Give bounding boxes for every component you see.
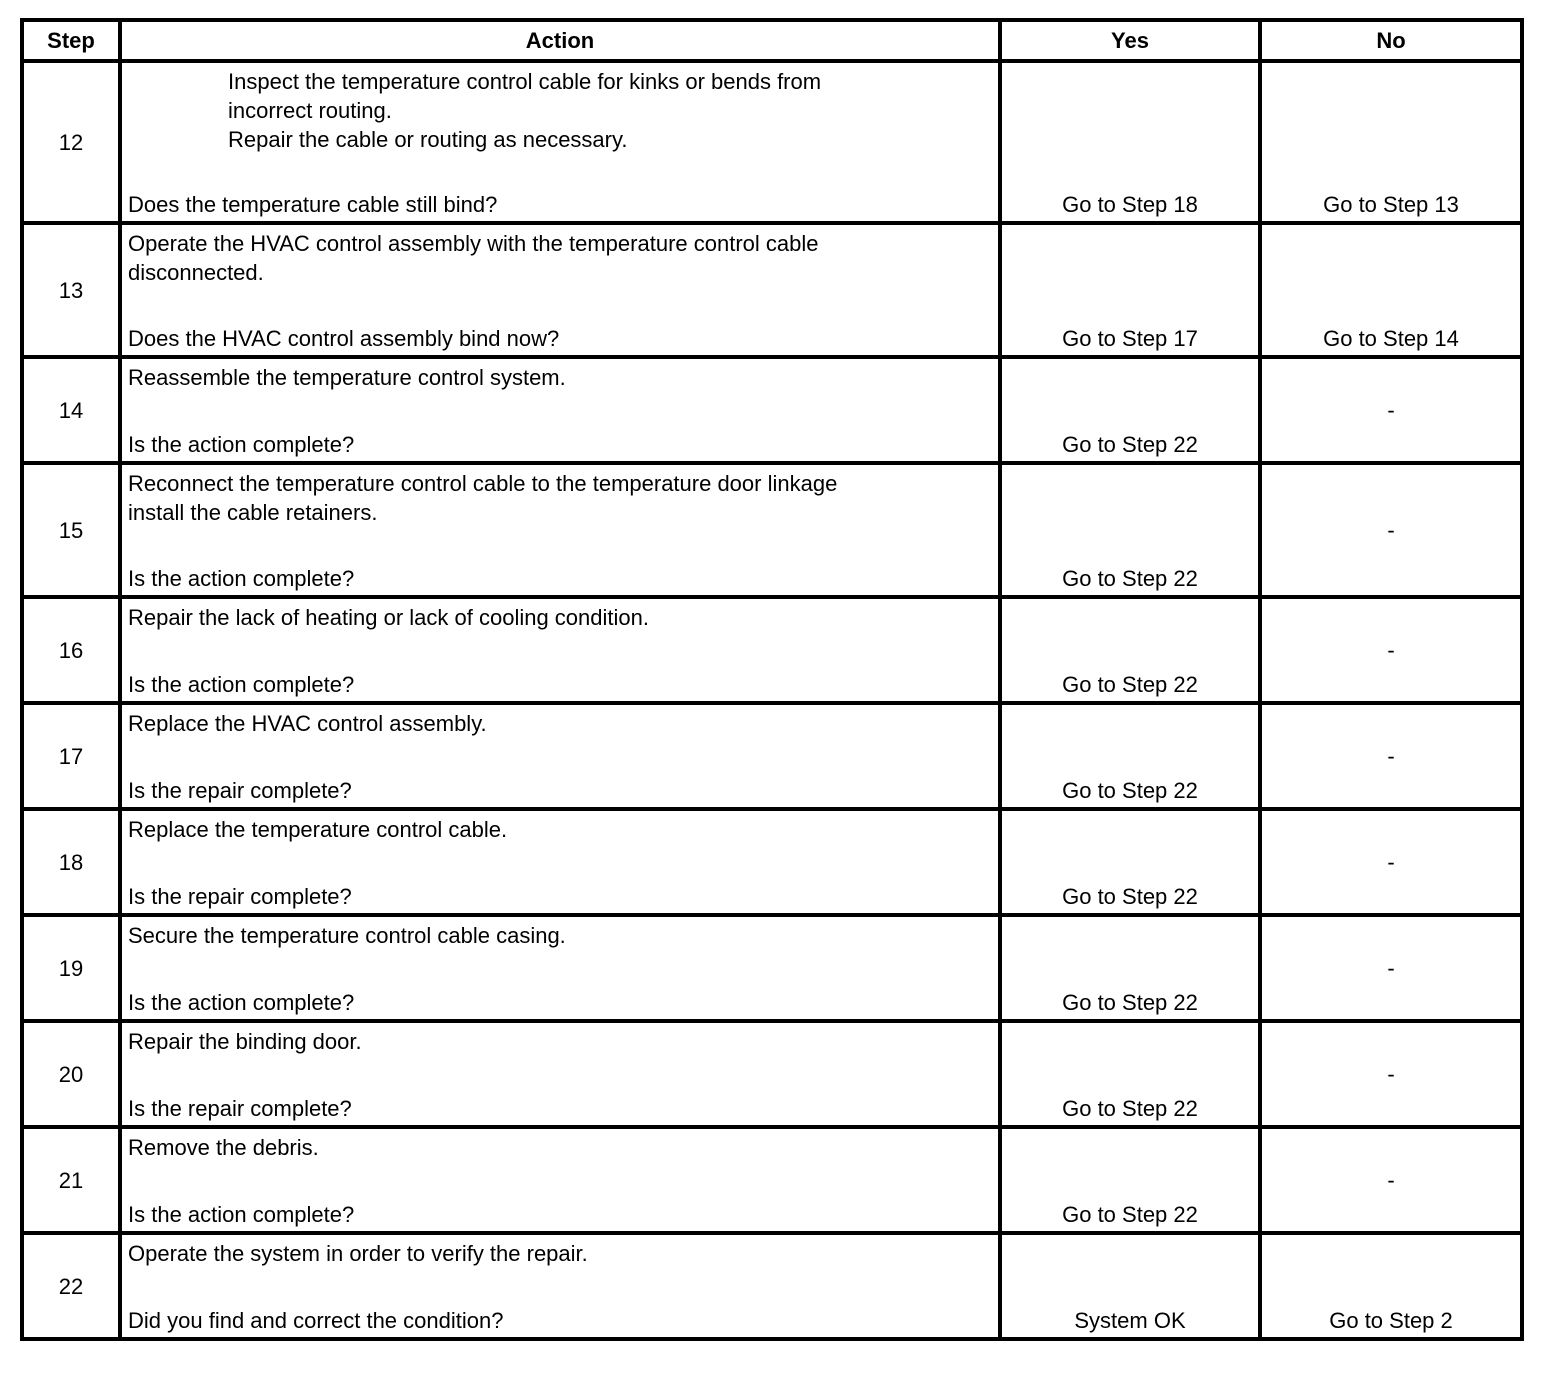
step-number: 15: [22, 463, 120, 597]
action-question: Is the action complete?: [128, 990, 355, 1015]
no-cell: [1260, 61, 1522, 223]
table-row: [22, 463, 1522, 597]
no-cell: [1260, 703, 1522, 809]
yes-result: System OK: [1074, 1308, 1186, 1333]
step-number: 18: [22, 809, 120, 915]
action-line: Reconnect the temperature control cable to the temperature door linkage: [128, 471, 838, 496]
action-instructions: [128, 815, 990, 844]
action-cell: [120, 61, 1000, 223]
no-cell: [1260, 1233, 1522, 1339]
step-number: 13: [22, 223, 120, 357]
action-cell: [120, 223, 1000, 357]
yes-result: Go to Step 22: [1062, 884, 1198, 909]
action-line: install the cable retainers.: [128, 500, 378, 525]
no-result: -: [1387, 1061, 1395, 1087]
action-instructions: [128, 1239, 990, 1268]
no-cell: [1260, 915, 1522, 1021]
action-cell: [120, 915, 1000, 1021]
no-cell: [1260, 1021, 1522, 1127]
action-instructions: [128, 1133, 990, 1162]
header-yes: Yes: [1000, 20, 1260, 61]
yes-cell: [1000, 809, 1260, 915]
action-question: Is the repair complete?: [128, 1096, 352, 1121]
no-result: -: [1387, 743, 1395, 769]
action-line: Inspect the temperature control cable for kinks or bends from: [228, 69, 822, 94]
action-question: Is the repair complete?: [128, 884, 352, 909]
yes-result: Go to Step 22: [1062, 672, 1198, 697]
step-number: 14: [22, 357, 120, 463]
table-row: [22, 223, 1522, 357]
header-row: [22, 20, 1522, 61]
step-number: 12: [22, 61, 120, 223]
table-row: [22, 703, 1522, 809]
no-cell: [1260, 1127, 1522, 1233]
no-cell: [1260, 597, 1522, 703]
action-cell: [120, 357, 1000, 463]
yes-result: Go to Step 22: [1062, 1202, 1198, 1227]
yes-cell: [1000, 223, 1260, 357]
action-instructions: [128, 709, 990, 738]
yes-cell: [1000, 1127, 1260, 1233]
table-row: [22, 915, 1522, 1021]
action-instructions: [128, 1027, 990, 1056]
no-result: -: [1387, 397, 1395, 423]
action-line: Replace the temperature control cable.: [128, 817, 508, 842]
action-line: Operate the system in order to verify the repair.: [128, 1241, 588, 1266]
step-number: 21: [22, 1127, 120, 1233]
step-number: 16: [22, 597, 120, 703]
action-instructions: [128, 921, 990, 950]
step-number: 20: [22, 1021, 120, 1127]
yes-cell: [1000, 463, 1260, 597]
action-cell: [120, 809, 1000, 915]
table-row: [22, 597, 1522, 703]
action-cell: [120, 703, 1000, 809]
diagnostic-table: [20, 18, 1524, 1341]
action-question: Is the action complete?: [128, 672, 355, 697]
action-question: Does the HVAC control assembly bind now?: [128, 326, 560, 351]
yes-result: Go to Step 22: [1062, 1096, 1198, 1121]
yes-result: Go to Step 22: [1062, 432, 1198, 457]
no-cell: [1260, 357, 1522, 463]
action-instructions: [128, 229, 990, 287]
step-number: 17: [22, 703, 120, 809]
yes-result: Go to Step 22: [1062, 990, 1198, 1015]
no-result: -: [1387, 517, 1395, 543]
yes-cell: [1000, 703, 1260, 809]
header-no: No: [1260, 20, 1522, 61]
no-result: Go to Step 2: [1329, 1308, 1453, 1333]
table-row: [22, 809, 1522, 915]
action-cell: [120, 1233, 1000, 1339]
action-question: Does the temperature cable still bind?: [128, 192, 498, 217]
action-line: Repair the binding door.: [128, 1029, 362, 1054]
table-row: [22, 1127, 1522, 1233]
action-line: Repair the lack of heating or lack of cooling condition.: [128, 605, 649, 630]
header-action: Action: [120, 20, 1000, 61]
no-cell: [1260, 809, 1522, 915]
no-result: -: [1387, 955, 1395, 981]
no-cell: [1260, 223, 1522, 357]
action-line: Remove the debris.: [128, 1135, 319, 1160]
table-row: [22, 61, 1522, 223]
action-line: Replace the HVAC control assembly.: [128, 711, 487, 736]
action-line: disconnected.: [128, 260, 264, 285]
yes-result: Go to Step 22: [1062, 566, 1198, 591]
action-cell: [120, 463, 1000, 597]
action-question: Is the repair complete?: [128, 778, 352, 803]
action-instructions: [128, 469, 990, 527]
action-cell: [120, 1021, 1000, 1127]
table-row: [22, 357, 1522, 463]
action-cell: [120, 597, 1000, 703]
yes-cell: [1000, 61, 1260, 223]
action-cell: [120, 1127, 1000, 1233]
no-result: -: [1387, 849, 1395, 875]
no-result: Go to Step 14: [1323, 326, 1459, 351]
action-line: Repair the cable or routing as necessary.: [228, 127, 628, 152]
action-question: Is the action complete?: [128, 1202, 355, 1227]
action-line: Secure the temperature control cable casing.: [128, 923, 566, 948]
action-line: Reassemble the temperature control system.: [128, 365, 566, 390]
yes-cell: [1000, 915, 1260, 1021]
action-line: Operate the HVAC control assembly with the temperature control cable: [128, 231, 819, 256]
step-number: 19: [22, 915, 120, 1021]
action-line: incorrect routing.: [228, 98, 392, 123]
yes-cell: [1000, 1021, 1260, 1127]
yes-cell: [1000, 597, 1260, 703]
table-row: [22, 1233, 1522, 1339]
no-result: Go to Step 13: [1323, 192, 1459, 217]
action-question: Is the action complete?: [128, 566, 355, 591]
yes-cell: [1000, 1233, 1260, 1339]
step-number: 22: [22, 1233, 120, 1339]
yes-result: Go to Step 22: [1062, 778, 1198, 803]
yes-result: Go to Step 17: [1062, 326, 1198, 351]
action-question: Is the action complete?: [128, 432, 355, 457]
no-result: -: [1387, 637, 1395, 663]
no-cell: [1260, 463, 1522, 597]
action-question: Did you find and correct the condition?: [128, 1308, 504, 1333]
no-result: -: [1387, 1167, 1395, 1193]
action-instructions: [228, 67, 990, 154]
header-step: Step: [22, 20, 120, 61]
action-instructions: [128, 603, 990, 632]
action-instructions: [128, 363, 990, 392]
table-row: [22, 1021, 1522, 1127]
yes-result: Go to Step 18: [1062, 192, 1198, 217]
yes-cell: [1000, 357, 1260, 463]
